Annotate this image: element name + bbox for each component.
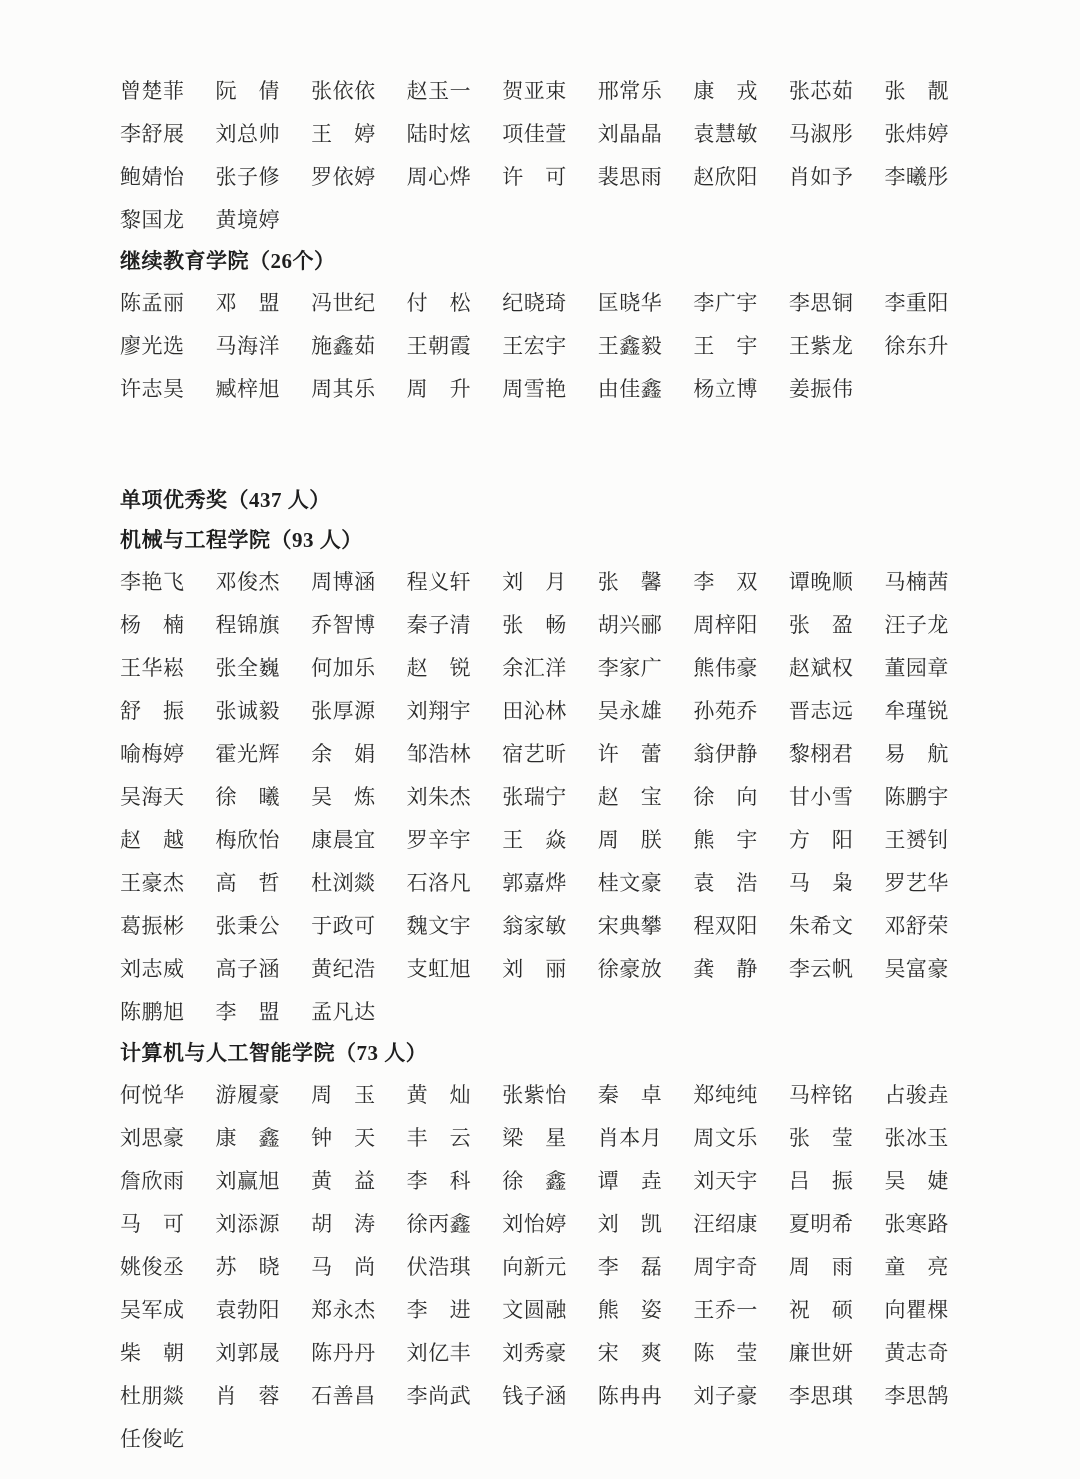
student-name: 翁伊静 <box>693 741 758 766</box>
student-name: 魏文宇 <box>406 913 472 938</box>
student-name: 何悦华 <box>120 1082 185 1107</box>
student-name: 杨 楠 <box>120 612 185 637</box>
student-name: 支虹旭 <box>406 956 472 981</box>
student-name: 王紫龙 <box>788 333 854 358</box>
student-name: 李家广 <box>597 655 663 680</box>
student-name: 刘添源 <box>215 1211 281 1236</box>
student-name: 甘小雪 <box>788 784 854 809</box>
student-name: 袁慧敏 <box>693 121 758 146</box>
student-name: 黄 灿 <box>406 1082 472 1107</box>
student-name: 熊 姿 <box>597 1297 663 1322</box>
name-row <box>120 280 980 323</box>
student-name: 陈鹏旭 <box>120 999 185 1024</box>
student-name: 刘怡婷 <box>502 1211 567 1236</box>
student-name: 汪子龙 <box>884 612 949 637</box>
student-name: 徐丙鑫 <box>406 1211 472 1236</box>
name-row <box>120 366 980 409</box>
student-name: 葛振彬 <box>120 913 185 938</box>
name-row <box>120 688 980 731</box>
student-name: 孟凡达 <box>311 999 376 1024</box>
name-row <box>120 197 980 240</box>
student-name: 梅欣怡 <box>215 827 281 852</box>
name-row <box>120 1201 980 1244</box>
student-name: 吴海天 <box>120 784 185 809</box>
student-name: 郑纯纯 <box>693 1082 758 1107</box>
student-name: 刘 丽 <box>502 956 567 981</box>
student-name: 罗艺华 <box>884 870 949 895</box>
name-row <box>120 602 980 645</box>
student-name: 王华崧 <box>120 655 185 680</box>
college-heading: 计算机与人工智能学院（73 人） <box>120 1041 428 1065</box>
student-name: 刘亿丰 <box>406 1340 472 1365</box>
student-name: 李艳飞 <box>120 569 185 594</box>
student-name: 丰 云 <box>406 1125 472 1150</box>
student-name: 周 玉 <box>311 1082 376 1107</box>
student-name: 赵玉一 <box>406 78 472 103</box>
student-name: 康晨宜 <box>311 827 376 852</box>
student-name: 牟瑾锐 <box>884 698 949 723</box>
student-name: 李 双 <box>693 569 758 594</box>
student-name: 王豪杰 <box>120 870 185 895</box>
student-name: 张冰玉 <box>884 1125 949 1150</box>
student-name: 乔智博 <box>311 612 376 637</box>
student-name: 徐 向 <box>693 784 758 809</box>
student-name: 石洛凡 <box>406 870 472 895</box>
student-name: 张寒路 <box>884 1211 949 1236</box>
student-name: 王乔一 <box>693 1297 758 1322</box>
student-name: 徐豪放 <box>597 956 663 981</box>
student-name: 肖 蓉 <box>215 1383 281 1408</box>
student-name: 刘总帅 <box>215 121 281 146</box>
student-name: 裴思雨 <box>597 164 663 189</box>
student-name: 黄境婷 <box>215 207 281 232</box>
student-name: 杨立博 <box>693 376 758 401</box>
student-name: 姚俊丞 <box>120 1254 185 1279</box>
student-name: 陈鹏宇 <box>884 784 949 809</box>
student-name: 邓舒荣 <box>884 913 949 938</box>
student-name: 徐东升 <box>884 333 949 358</box>
student-name: 李曦彤 <box>884 164 949 189</box>
student-name: 朱希文 <box>788 913 854 938</box>
student-name: 张子修 <box>215 164 281 189</box>
student-name: 晋志远 <box>788 698 854 723</box>
student-name: 桂文豪 <box>597 870 663 895</box>
name-row <box>120 946 980 989</box>
student-name: 罗依婷 <box>311 164 376 189</box>
student-name: 张 靓 <box>884 78 949 103</box>
student-name: 向瞿棵 <box>884 1297 949 1322</box>
student-name: 张 馨 <box>597 569 663 594</box>
student-name: 易 航 <box>884 741 949 766</box>
student-name: 詹欣雨 <box>120 1168 185 1193</box>
student-name: 曾楚菲 <box>120 78 185 103</box>
student-name: 张炜婷 <box>884 121 949 146</box>
student-name: 于政可 <box>311 913 376 938</box>
student-name: 苏 晓 <box>215 1254 281 1279</box>
name-row <box>120 817 980 860</box>
student-name: 周宇奇 <box>693 1254 758 1279</box>
name-row <box>120 903 980 946</box>
student-name: 秦 卓 <box>597 1082 663 1107</box>
name-row <box>120 323 980 366</box>
student-name: 李 科 <box>406 1168 472 1193</box>
student-name: 郭嘉烨 <box>502 870 567 895</box>
student-name: 周博涵 <box>311 569 376 594</box>
student-name: 张 畅 <box>502 612 567 637</box>
student-name: 匡晓华 <box>597 290 663 315</box>
college-heading: 机械与工程学院（93 人） <box>120 528 363 552</box>
student-name: 李思琪 <box>788 1383 854 1408</box>
student-name: 霍光辉 <box>215 741 281 766</box>
student-name: 王朝霞 <box>406 333 472 358</box>
student-name: 贺亚束 <box>502 78 567 103</box>
student-name: 伏浩琪 <box>406 1254 472 1279</box>
student-name: 刘志威 <box>120 956 185 981</box>
student-name: 杜浏燚 <box>311 870 376 895</box>
student-name: 廉世妍 <box>788 1340 854 1365</box>
name-row <box>120 559 980 602</box>
student-name: 陈孟丽 <box>120 290 185 315</box>
student-name: 吴 炼 <box>311 784 376 809</box>
award-title: 单项优秀奖（437 人） <box>120 488 331 512</box>
student-name: 袁 浩 <box>693 870 758 895</box>
student-name: 马楠茜 <box>884 569 949 594</box>
student-name: 宋典攀 <box>597 913 663 938</box>
student-name: 赵 锐 <box>406 655 472 680</box>
student-name: 许 蕾 <box>597 741 663 766</box>
student-name: 胡兴郦 <box>597 612 663 637</box>
student-name: 陈 莹 <box>693 1340 758 1365</box>
student-name: 田沁林 <box>502 698 567 723</box>
student-name: 邹浩林 <box>406 741 472 766</box>
student-name: 邢常乐 <box>597 78 663 103</box>
student-name: 宋 爽 <box>597 1340 663 1365</box>
student-name: 谭晚顺 <box>788 569 854 594</box>
student-name: 周 升 <box>406 376 472 401</box>
student-name: 童 亮 <box>884 1254 949 1279</box>
student-name: 舒 振 <box>120 698 185 723</box>
student-name: 张紫怡 <box>502 1082 567 1107</box>
student-name: 李重阳 <box>884 290 949 315</box>
student-name: 余 娟 <box>311 741 376 766</box>
student-name: 喻梅婷 <box>120 741 185 766</box>
student-name: 许 可 <box>502 164 567 189</box>
student-name: 刘晶晶 <box>597 121 663 146</box>
student-name: 廖光选 <box>120 333 185 358</box>
student-name: 翁家敏 <box>502 913 567 938</box>
student-name: 祝 硕 <box>788 1297 854 1322</box>
student-name: 张 盈 <box>788 612 854 637</box>
student-name: 陆时炫 <box>406 121 472 146</box>
student-name: 杜朋燚 <box>120 1383 185 1408</box>
student-name: 王鑫毅 <box>597 333 663 358</box>
student-name: 汪绍康 <box>693 1211 758 1236</box>
student-name: 马 可 <box>120 1211 185 1236</box>
student-name: 邓俊杰 <box>215 569 281 594</box>
student-name: 王 焱 <box>502 827 567 852</box>
student-name: 谭 垚 <box>597 1168 663 1193</box>
student-name: 王宏宇 <box>502 333 567 358</box>
student-name: 王 婷 <box>311 121 376 146</box>
student-name: 张厚源 <box>311 698 376 723</box>
student-name: 李云帆 <box>788 956 854 981</box>
name-row <box>120 154 980 197</box>
student-name: 赵 宝 <box>597 784 663 809</box>
student-name: 龚 静 <box>693 956 758 981</box>
name-row <box>120 1072 980 1115</box>
name-row <box>120 1330 980 1373</box>
student-name: 刘子豪 <box>693 1383 758 1408</box>
student-name: 马海洋 <box>215 333 281 358</box>
name-row <box>120 68 980 111</box>
student-name: 阮 倩 <box>215 78 281 103</box>
student-name: 程锦旗 <box>215 612 281 637</box>
student-name: 马梓铭 <box>788 1082 854 1107</box>
student-name: 王 宇 <box>693 333 758 358</box>
student-name: 钟 天 <box>311 1125 376 1150</box>
name-row <box>120 1115 980 1158</box>
student-name: 游履豪 <box>215 1082 281 1107</box>
college-heading: 继续教育学院（26个） <box>120 249 336 273</box>
student-name: 熊 宇 <box>693 827 758 852</box>
student-name: 邓 盟 <box>215 290 281 315</box>
name-row <box>120 1244 980 1287</box>
student-name: 周 雨 <box>788 1254 854 1279</box>
student-name: 刘朱杰 <box>406 784 472 809</box>
student-name: 方 阳 <box>788 827 854 852</box>
student-name: 徐 曦 <box>215 784 281 809</box>
student-name: 刘赢旭 <box>215 1168 281 1193</box>
student-name: 刘 月 <box>502 569 567 594</box>
student-name: 王赟钊 <box>884 827 949 852</box>
student-name: 吴富豪 <box>884 956 949 981</box>
student-name: 李尚武 <box>406 1383 472 1408</box>
student-name: 任俊屹 <box>120 1426 185 1451</box>
student-name: 赵欣阳 <box>693 164 758 189</box>
name-row <box>120 645 980 688</box>
student-name: 周心烨 <box>406 164 472 189</box>
student-name: 肖本月 <box>597 1125 663 1150</box>
student-name: 赵斌权 <box>788 655 854 680</box>
student-name: 柴 朝 <box>120 1340 185 1365</box>
student-name: 鲍婧怡 <box>120 164 185 189</box>
student-name: 胡 涛 <box>311 1211 376 1236</box>
student-name: 吴永雄 <box>597 698 663 723</box>
student-name: 李 磊 <box>597 1254 663 1279</box>
student-name: 张依依 <box>311 78 376 103</box>
student-name: 熊伟豪 <box>693 655 758 680</box>
student-name: 刘天宇 <box>693 1168 758 1193</box>
student-name: 马 枭 <box>788 870 854 895</box>
student-name: 刘 凯 <box>597 1211 663 1236</box>
student-name: 袁勃阳 <box>215 1297 281 1322</box>
student-name: 占骏垚 <box>884 1082 949 1107</box>
name-row <box>120 1158 980 1201</box>
student-name: 陈冉冉 <box>597 1383 663 1408</box>
student-name: 黎国龙 <box>120 207 185 232</box>
student-name: 周文乐 <box>693 1125 758 1150</box>
student-name: 孙苑乔 <box>693 698 758 723</box>
student-name: 肖如予 <box>788 164 854 189</box>
student-name: 项佳萱 <box>502 121 567 146</box>
student-name: 李 进 <box>406 1297 472 1322</box>
name-row <box>120 860 980 903</box>
student-name: 张芯茹 <box>788 78 854 103</box>
student-name: 刘郭晟 <box>215 1340 281 1365</box>
name-row <box>120 111 980 154</box>
name-row <box>120 1287 980 1330</box>
student-name: 赵 越 <box>120 827 185 852</box>
student-name: 张瑞宁 <box>502 784 567 809</box>
student-name: 臧梓旭 <box>215 376 281 401</box>
student-name: 董园章 <box>884 655 949 680</box>
student-name: 刘思豪 <box>120 1125 185 1150</box>
student-name: 周其乐 <box>311 376 376 401</box>
student-name: 吕 振 <box>788 1168 854 1193</box>
name-row <box>120 1373 980 1416</box>
student-name: 由佳鑫 <box>597 376 663 401</box>
student-name: 李思铜 <box>788 290 854 315</box>
student-name: 余汇洋 <box>502 655 567 680</box>
student-name: 向新元 <box>502 1254 567 1279</box>
student-name: 高 哲 <box>215 870 281 895</box>
student-name: 李舒展 <box>120 121 185 146</box>
student-name: 梁 星 <box>502 1125 567 1150</box>
student-name: 夏明希 <box>788 1211 854 1236</box>
student-name: 付 松 <box>406 290 472 315</box>
student-name: 钱子涵 <box>502 1383 567 1408</box>
student-name: 黄志奇 <box>884 1340 949 1365</box>
name-row <box>120 731 980 774</box>
student-name: 黎栩君 <box>788 741 854 766</box>
student-name: 李 盟 <box>215 999 281 1024</box>
student-name: 李思鹄 <box>884 1383 949 1408</box>
student-name: 康 戎 <box>693 78 758 103</box>
name-row <box>120 989 980 1032</box>
student-name: 康 鑫 <box>215 1125 281 1150</box>
student-name: 纪晓琦 <box>502 290 567 315</box>
student-name: 周梓阳 <box>693 612 758 637</box>
student-name: 文圆融 <box>502 1297 567 1322</box>
student-name: 石善昌 <box>311 1383 376 1408</box>
student-name: 马淑彤 <box>788 121 854 146</box>
student-name: 秦子清 <box>406 612 472 637</box>
student-name: 程双阳 <box>693 913 758 938</box>
student-name: 何加乐 <box>311 655 376 680</box>
student-name: 罗辛宇 <box>406 827 472 852</box>
student-name: 李广宇 <box>693 290 758 315</box>
student-name: 郑永杰 <box>311 1297 376 1322</box>
student-name: 周 朕 <box>597 827 663 852</box>
student-name: 马 尚 <box>311 1254 376 1279</box>
student-name: 徐 鑫 <box>502 1168 567 1193</box>
student-name: 程义轩 <box>406 569 472 594</box>
student-name: 吴军成 <box>120 1297 185 1322</box>
student-name: 宿艺昕 <box>502 741 567 766</box>
student-name: 张 莹 <box>788 1125 854 1150</box>
name-row <box>120 774 980 817</box>
student-name: 张诚毅 <box>215 698 281 723</box>
student-name: 黄纪浩 <box>311 956 376 981</box>
student-name: 张秉公 <box>215 913 281 938</box>
name-row <box>120 1416 980 1459</box>
student-name: 黄 益 <box>311 1168 376 1193</box>
student-name: 刘翔宇 <box>406 698 472 723</box>
student-name: 姜振伟 <box>788 376 854 401</box>
student-name: 周雪艳 <box>502 376 567 401</box>
student-name: 陈丹丹 <box>311 1340 376 1365</box>
student-name: 高子涵 <box>215 956 281 981</box>
student-name: 吴 婕 <box>884 1168 949 1193</box>
student-name: 冯世纪 <box>311 290 376 315</box>
student-name: 刘秀豪 <box>502 1340 567 1365</box>
student-name: 许志昊 <box>120 376 185 401</box>
student-name: 张全巍 <box>215 655 281 680</box>
student-name: 施鑫茹 <box>311 333 376 358</box>
